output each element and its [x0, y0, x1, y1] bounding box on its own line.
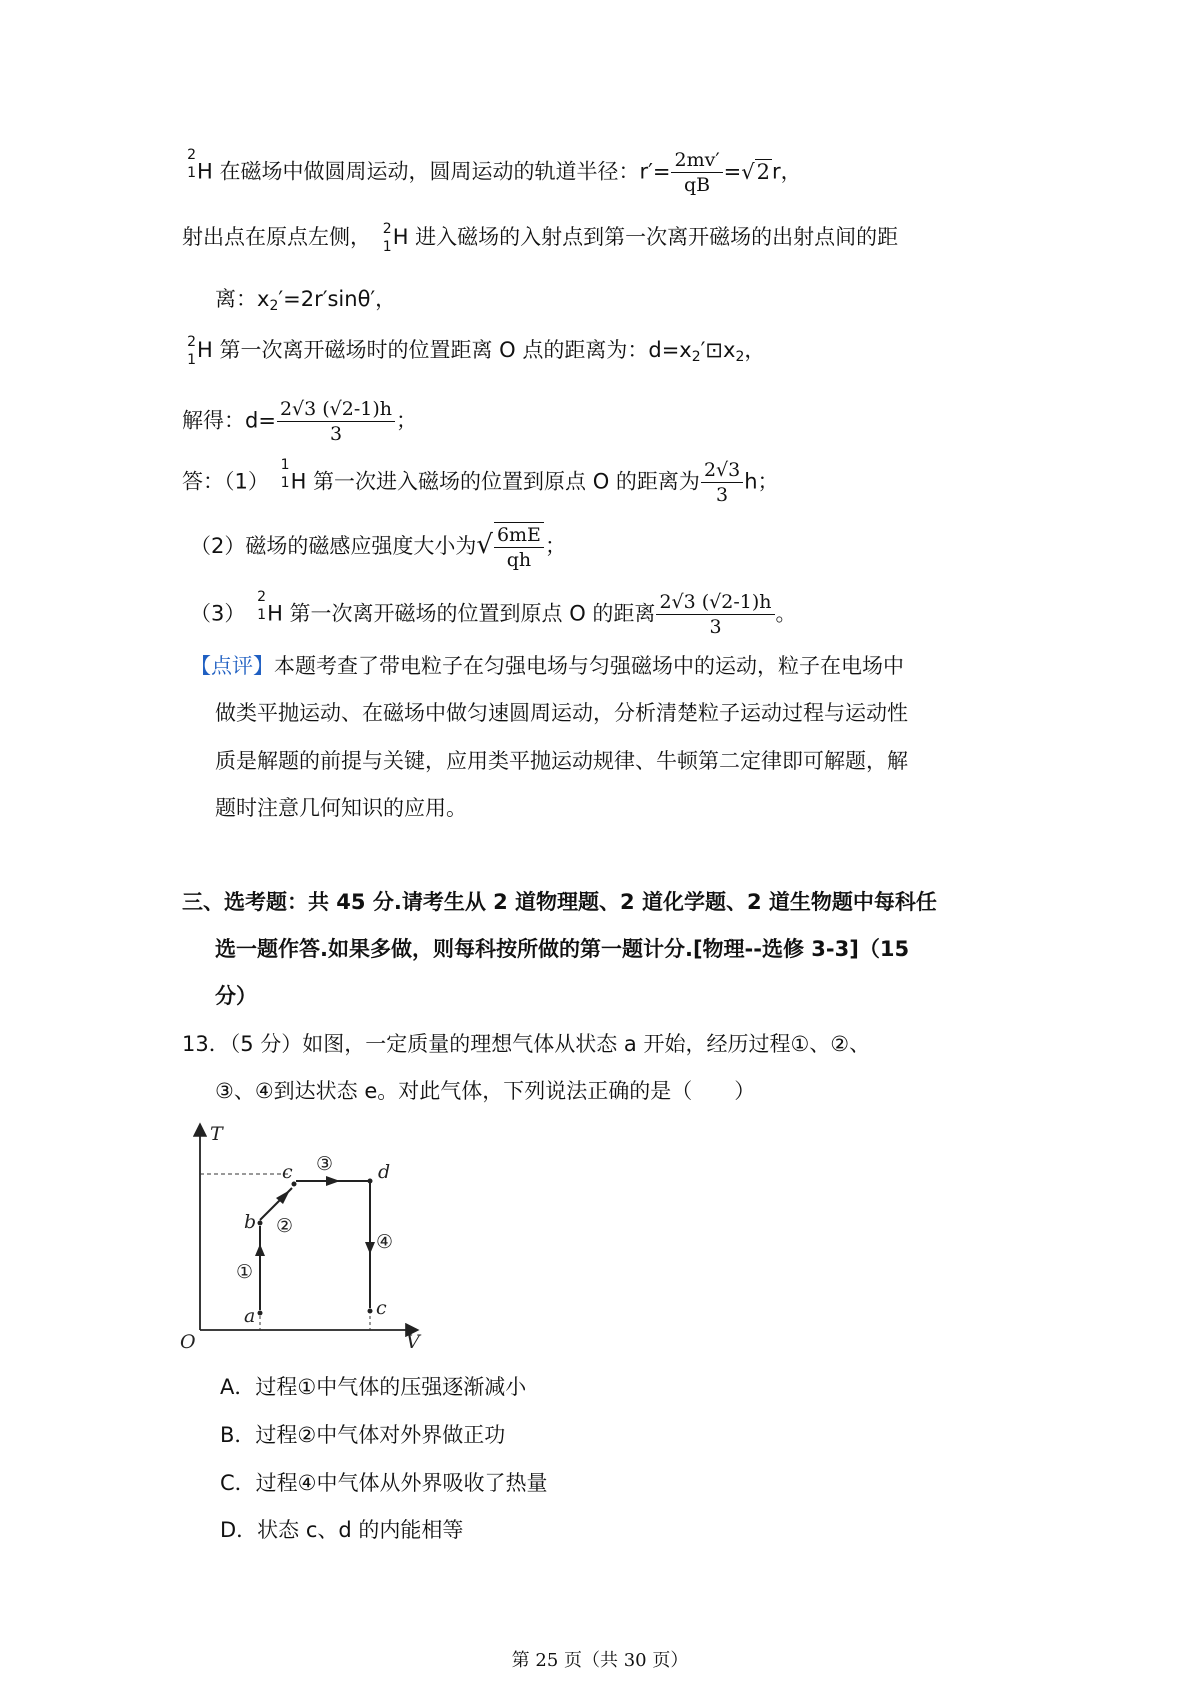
v-axis-label: V — [406, 1331, 420, 1350]
process-3-label: ③ — [316, 1153, 334, 1175]
solution-line-radius: 2 1 H 在磁场中做圆周运动，圆周运动的轨道半径：r′= $\frac{2mv'}{qB}$ =√2r， — [182, 148, 802, 197]
state-d-point — [368, 1179, 373, 1184]
question-13-line-1: 13．（5 分）如图，一定质量的理想气体从状态 a 开始，经历过程①、②、 — [182, 1032, 871, 1056]
process-4-label: ④ — [376, 1231, 394, 1253]
review-line-2: 做类平抛运动、在磁场中做匀速圆周运动，分析清楚粒子运动过程与运动性 — [215, 701, 908, 725]
sqrt-two: √2 — [741, 159, 771, 184]
t-axis-label: T — [210, 1123, 223, 1145]
page-footer: 第 25 页（共 30 页） — [511, 1650, 689, 1671]
state-d-label: d — [378, 1161, 391, 1183]
proton-symbol: 1 1 — [280, 457, 290, 491]
review-line-4: 题时注意几何知识的应用。 — [215, 796, 467, 820]
answer-3-fraction: $\frac{2√3 (√2-1)h}{3}$ — [656, 590, 774, 639]
deuterium-symbol: 2 1 — [187, 334, 196, 368]
answer-line-1: 答：（1） 1 1 H 第一次进入磁场的位置到原点 O 的距离为 $\frac{2√3}{3}$ h； — [182, 457, 779, 506]
state-c-label: c — [282, 1161, 293, 1183]
review-tag: 【点评】 — [190, 654, 274, 678]
section-heading-line-3: 分） — [215, 984, 257, 1008]
question-13-line-2: ③、④到达状态 e。对此气体，下列说法正确的是（ ） — [215, 1079, 756, 1103]
deuterium-symbol: 2 1 — [382, 221, 392, 255]
review-line-1: 【点评】本题考查了带电粒子在匀强电场与匀强磁场中的运动，粒子在电场中 — [190, 654, 904, 678]
deuterium-symbol: 2 1 — [187, 147, 196, 181]
process-1-label: ① — [236, 1261, 254, 1283]
process-3-arrow — [326, 1176, 340, 1186]
option-d: D．状态 c、d 的内能相等 — [220, 1518, 464, 1542]
deuterium-symbol: 2 1 — [257, 589, 267, 623]
process-2-label: ② — [276, 1215, 294, 1237]
result-fraction: $\frac{2√3 (√2-1)h}{3}$ — [277, 397, 395, 446]
option-a: A．过程①中气体的压强逐渐减小 — [220, 1375, 527, 1399]
process-1-arrow — [255, 1244, 265, 1256]
state-a-point — [258, 1311, 263, 1316]
state-a-label: a — [244, 1305, 256, 1327]
answer-1-fraction: $\frac{2√3}{3}$ — [701, 458, 743, 507]
state-b-label: b — [244, 1211, 257, 1233]
state-b-point — [258, 1221, 263, 1226]
solution-line-distance: 离：$x_2'=2r'\sin\theta'$， — [215, 287, 397, 314]
solution-line-d: 2 1 H 第一次离开磁场时的位置距离 O 点的距离为：$d=x_2'⊡x_2$， — [182, 335, 765, 372]
answer-line-3: （3） 2 1 H 第一次离开磁场的位置到原点 O 的距离 $\frac{2√3 (√2-1)h}{3}$ 。 — [190, 589, 797, 638]
state-e-label: c — [376, 1297, 387, 1319]
answer-line-2: （2）磁场的磁感应强度大小为√ $\frac{6mE}{qh}$ ； — [190, 524, 566, 571]
option-b: B．过程②中气体对外界做正功 — [220, 1423, 506, 1447]
answer-2-fraction: $\frac{6mE}{qh}$ — [494, 522, 544, 572]
solution-line-exit-point: 射出点在原点左侧， 2 1 H 进入磁场的入射点到第一次离开磁场的出射点间的距 — [182, 221, 899, 255]
state-e-point — [368, 1309, 373, 1314]
section-heading-line-2: 选一题作答.如果多做，则每科按所做的第一题计分.[物理--选修 3-3]（15 — [215, 937, 910, 961]
section-heading-line-1: 三、选考题：共 45 分.请考生从 2 道物理题、2 道化学题、2 道生物题中每科任 — [182, 890, 937, 914]
option-c: C．过程④中气体从外界吸收了热量 — [220, 1471, 548, 1495]
tv-diagram — [180, 1118, 430, 1350]
review-line-3: 质是解题的前提与关键，应用类平抛运动规律、牛顿第二定律即可解题，解 — [215, 749, 908, 773]
origin-label: O — [180, 1331, 196, 1350]
radius-fraction: $\frac{2mv'}{qB}$ — [671, 148, 722, 197]
process-4-arrow — [365, 1242, 375, 1254]
sqrt-field-strength: √ — [476, 530, 493, 560]
solution-line-result: 解得：d= $\frac{2√3 (√2-1)h}{3}$ ； — [182, 398, 418, 445]
